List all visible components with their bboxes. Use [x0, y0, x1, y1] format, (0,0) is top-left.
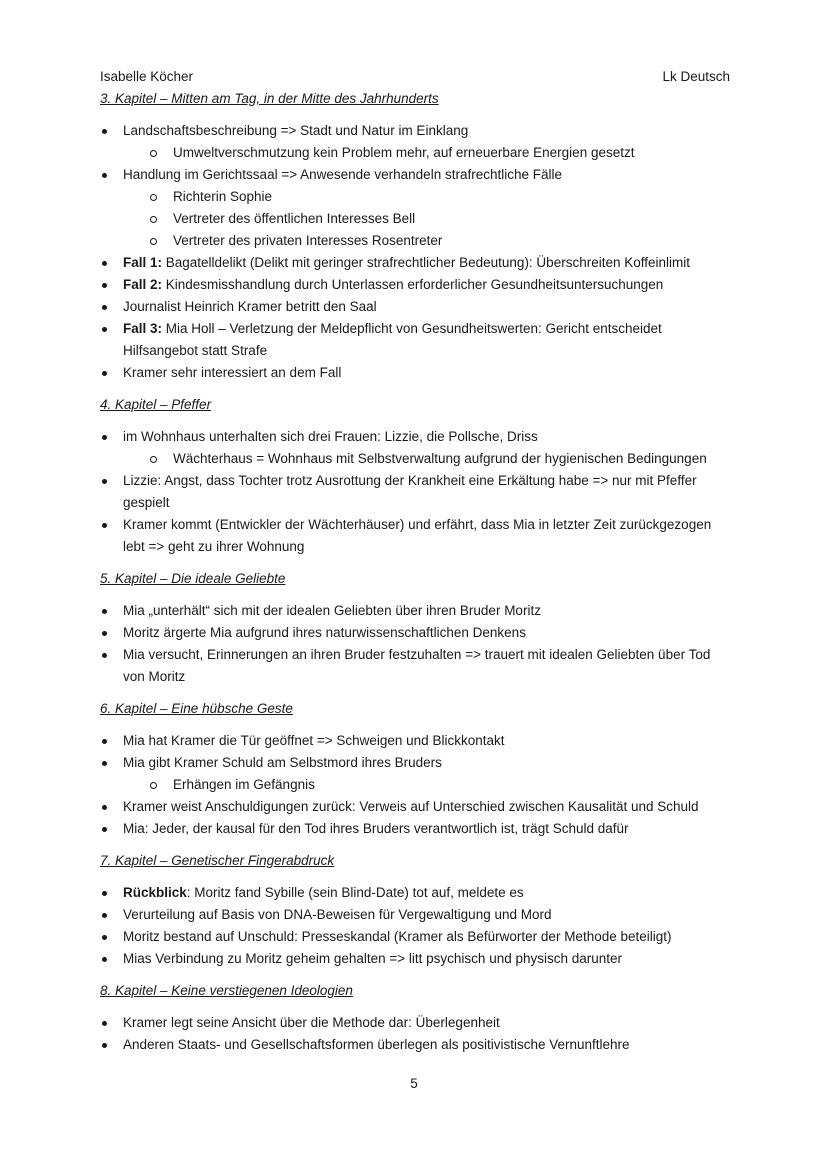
page-header	[100, 66, 730, 88]
list-item	[100, 274, 730, 296]
list-item	[100, 818, 730, 840]
item-text: Mia versucht, Erinnerungen an ihren Bruder festzuhalten => trauert mit idealen Geliebten über Tod von Moritz	[123, 647, 715, 684]
page-number: 5	[410, 1076, 418, 1091]
item-text: : Moritz fand Sybille (sein Blind-Date) tot auf, meldete es	[186, 885, 524, 900]
item-text: Kramer kommt (Entwickler der Wächterhäuser) und erfährt, dass Mia in letzter Zeit zurückgezogen lebt => geht zu ihrer Wohnung	[123, 517, 715, 554]
list-item	[100, 426, 730, 470]
section-heading: 7. Kapitel – Genetischer Fingerabdruck	[100, 853, 335, 868]
item-text: Mia Holl – Verletzung der Meldepflicht von Gesundheitswerten: Gericht entscheidet Hilfsangebot statt Strafe	[123, 321, 666, 358]
item-text: Anderen Staats- und Gesellschaftsformen überlegen als positivistische Vernunftlehre	[123, 1037, 630, 1052]
item-text: Mia: Jeder, der kausal für den Tod ihres Bruders verantwortlich ist, trägt Schuld dafür	[123, 821, 629, 836]
item-text: im Wohnhaus unterhalten sich drei Frauen: Lizzie, die Pollsche, Driss	[123, 429, 538, 444]
item-text: Kramer sehr interessiert an dem Fall	[123, 365, 342, 380]
list-item	[100, 296, 730, 318]
item-text: Journalist Heinrich Kramer betritt den Saal	[123, 299, 377, 314]
list-item	[100, 948, 730, 970]
bullet-list	[100, 600, 730, 688]
item-text: Mia „unterhält“ sich mit der idealen Geliebten über ihren Bruder Moritz	[123, 603, 541, 618]
item-text: Verurteilung auf Basis von DNA-Beweisen für Vergewaltigung und Mord	[123, 907, 552, 922]
bold-label: Fall 3:	[123, 321, 163, 336]
bullet-list	[100, 730, 730, 840]
item-text: Lizzie: Angst, dass Tochter trotz Ausrottung der Krankheit eine Erkältung habe => nur mit Pfeffer gespielt	[123, 473, 701, 510]
item-text: Bagatelldelikt (Delikt mit geringer strafrechtlicher Bedeutung): Überschreiten Koffeinlimit	[162, 255, 691, 270]
list-item	[100, 752, 730, 796]
sub-list-item: Erhängen im Gefängnis	[100, 774, 730, 796]
bold-label: Fall 1:	[123, 255, 163, 270]
item-text: Kramer legt seine Ansicht über die Methode dar: Überlegenheit	[123, 1015, 500, 1030]
list-item	[100, 252, 730, 274]
sub-list-item: Richterin Sophie	[100, 186, 730, 208]
sub-list	[100, 774, 730, 796]
course-name: Lk Deutsch	[662, 69, 730, 84]
item-text: Kindesmisshandlung durch Unterlassen erforderlicher Gesundheitsuntersuchungen	[162, 277, 664, 292]
item-text: Mia hat Kramer die Tür geöffnet => Schweigen und Blickkontakt	[123, 733, 505, 748]
section-heading: 3. Kapitel – Mitten am Tag, in der Mitte des Jahrhunderts	[100, 91, 439, 106]
sub-list	[100, 186, 730, 252]
bullet-list	[100, 1012, 730, 1056]
list-item	[100, 1012, 730, 1034]
list-item	[100, 1034, 730, 1056]
section-heading: 8. Kapitel – Keine verstiegenen Ideologien	[100, 983, 353, 998]
item-text: Kramer weist Anschuldigungen zurück: Verweis auf Unterschied zwischen Kausalität und Schuld	[123, 799, 699, 814]
sub-list-item: Vertreter des öffentlichen Interesses Bell	[100, 208, 730, 230]
list-item	[100, 362, 730, 384]
list-item	[100, 882, 730, 904]
list-item	[100, 120, 730, 164]
list-item	[100, 164, 730, 252]
bullet-list	[100, 120, 730, 384]
item-text: Mia gibt Kramer Schuld am Selbstmord ihres Bruders	[123, 755, 442, 770]
document-body	[100, 88, 730, 1056]
sub-list	[100, 142, 730, 164]
list-item	[100, 644, 730, 688]
list-item	[100, 470, 730, 514]
list-item	[100, 796, 730, 818]
bullet-list	[100, 426, 730, 558]
list-item	[100, 904, 730, 926]
sub-list-item: Vertreter des privaten Interesses Rosentreter	[100, 230, 730, 252]
item-text: Mias Verbindung zu Moritz geheim gehalten => litt psychisch und physisch darunter	[123, 951, 623, 966]
sub-list-item: Wächterhaus = Wohnhaus mit Selbstverwaltung aufgrund der hygienischen Bedingungen	[100, 448, 730, 470]
bold-label: Fall 2:	[123, 277, 163, 292]
item-text: Moritz ärgerte Mia aufgrund ihres naturwissenschaftlichen Denkens	[123, 625, 526, 640]
bold-label: Rückblick	[123, 885, 187, 900]
item-text: Landschaftsbeschreibung => Stadt und Natur im Einklang	[123, 123, 469, 138]
bullet-list	[100, 882, 730, 970]
list-item	[100, 730, 730, 752]
item-text: Handlung im Gerichtssaal => Anwesende verhandeln strafrechtliche Fälle	[123, 167, 562, 182]
section-heading: 4. Kapitel – Pfeffer	[100, 397, 212, 412]
sub-list	[100, 448, 730, 470]
list-item	[100, 926, 730, 948]
section-heading: 6. Kapitel – Eine hübsche Geste	[100, 701, 293, 716]
document-page	[100, 66, 730, 1056]
sub-list-item: Umweltverschmutzung kein Problem mehr, auf erneuerbare Energien gesetzt	[100, 142, 730, 164]
item-text: Moritz bestand auf Unschuld: Presseskandal (Kramer als Befürworter der Methode beteiligt)	[123, 929, 672, 944]
section-heading: 5. Kapitel – Die ideale Geliebte	[100, 571, 286, 586]
list-item	[100, 318, 730, 362]
list-item	[100, 514, 730, 558]
list-item	[100, 600, 730, 622]
list-item	[100, 622, 730, 644]
author-name: Isabelle Köcher	[100, 69, 194, 84]
